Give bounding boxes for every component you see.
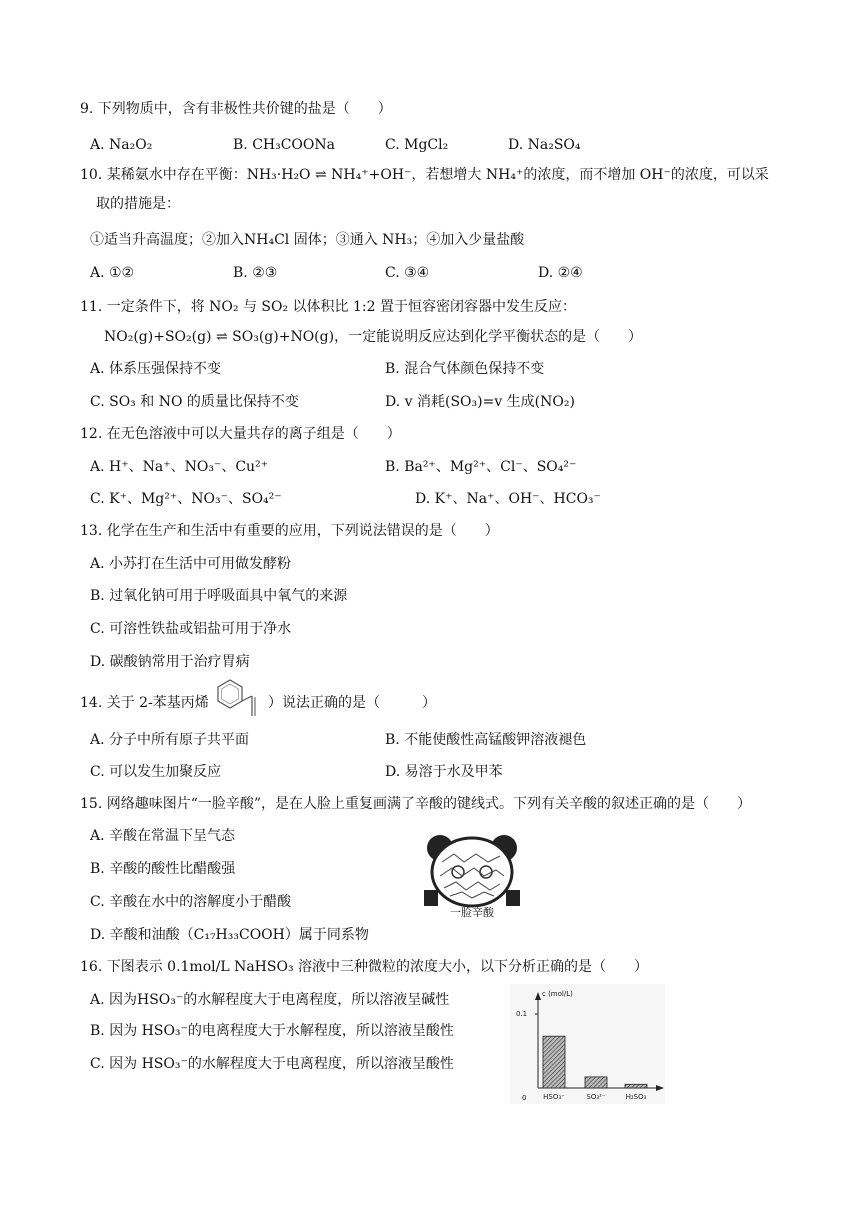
y-tick-top: 0.1	[516, 1010, 528, 1018]
q13-option-a: A. 小苏打在生活中可用做发酵粉	[90, 556, 292, 572]
q14-stem-post: ）说法正确的是（ ）	[268, 695, 436, 711]
q11-option-d: D. v 消耗(SO₃)=v 生成(NO₂)	[385, 394, 575, 410]
q11-stem-line1: 11. 一定条件下，将 NO₂ 与 SO₂ 以体积比 1:2 置于恒容密闭容器中发生反应：	[80, 299, 576, 315]
q13-option-c: C. 可溶性铁盐或铝盐可用于净水	[90, 621, 292, 637]
q9-stem: 9. 下列物质中，含有非极性共价键的盐是（ ）	[80, 101, 392, 117]
figure-caption: 一脸辛酸	[450, 906, 494, 919]
concentration-chart-svg	[510, 984, 665, 1104]
q14-option-a: A. 分子中所有原子共平面	[90, 732, 250, 748]
q16-option-a: A. 因为HSO₃⁻的水解程度大于电离程度，所以溶液呈碱性	[90, 992, 450, 1008]
q12-option-b: B. Ba²⁺、Mg²⁺、Cl⁻、SO₄²⁻	[385, 459, 577, 475]
q10-option-b: B. ②③	[233, 265, 278, 281]
q10-option-d: D. ②④	[538, 265, 583, 281]
x-axis-arrow-icon	[656, 1085, 664, 1091]
y-axis-arrow-icon	[535, 992, 541, 1000]
q15-option-c: C. 辛酸在水中的溶解度小于醋酸	[90, 894, 292, 910]
q9-option-a: A. Na₂O₂	[90, 137, 153, 153]
octanoic-acid-face-figure	[420, 832, 524, 920]
q10-stem-line1: 10. 某稀氨水中存在平衡：NH₃·H₂O ⇌ NH₄⁺+OH⁻，若想增大 NH₄⁺的浓度，而不增加 OH⁻的浓度，可以采	[80, 167, 769, 183]
x-tick-label-1: SO₃²⁻	[586, 1093, 606, 1101]
concentration-chart	[510, 984, 665, 1104]
bar-2	[625, 1084, 647, 1088]
q10-stem-line2: 取的措施是：	[96, 196, 180, 212]
q12-option-d: D. K⁺、Na⁺、OH⁻、HCO₃⁻	[415, 491, 601, 507]
y-axis-label: c (mol/L)	[542, 990, 573, 998]
q14-option-d: D. 易溶于水及甲苯	[385, 764, 503, 780]
q16-option-b: B. 因为 HSO₃⁻的电离程度大于水解程度，所以溶液呈酸性	[90, 1023, 454, 1039]
q13-option-b: B. 过氧化钠可用于呼吸面具中氧气的来源	[90, 588, 348, 604]
bar-0	[543, 1036, 565, 1088]
q15-option-a: A. 辛酸在常温下呈气态	[90, 828, 236, 844]
bar-1	[585, 1077, 607, 1088]
q16-option-c: C. 因为 HSO₃⁻的水解程度大于电离程度，所以溶液呈酸性	[90, 1056, 454, 1072]
q11-stem-line2: NO₂(g)+SO₂(g) ⇌ SO₃(g)+NO(g)，一定能说明反应达到化学平衡状态的是（ ）	[104, 329, 643, 345]
q11-option-a: A. 体系压强保持不变	[90, 361, 222, 377]
q15-option-d: D. 辛酸和油酸（C₁₇H₃₃COOH）属于同系物	[90, 927, 369, 943]
q10-measures: ①适当升高温度；②加入NH₄Cl 固体；③通入 NH₃；④加入少量盐酸	[90, 232, 525, 248]
q9-option-b: B. CH₃COONa	[233, 137, 335, 153]
bars-group	[543, 1036, 647, 1101]
q14-option-b: B. 不能使酸性高锰酸钾溶液褪色	[385, 732, 587, 748]
q9-option-c: C. MgCl₂	[385, 137, 449, 153]
q12-option-c: C. K⁺、Mg²⁺、NO₃⁻、SO₄²⁻	[90, 491, 282, 507]
x-tick-label-2: H₂SO₃	[625, 1093, 647, 1101]
q14-stem-pre: 14. 关于 2-苯基丙烯	[80, 695, 209, 711]
q12-option-a: A. H⁺、Na⁺、NO₃⁻、Cu²⁺	[90, 459, 269, 475]
q14-option-c: C. 可以发生加聚反应	[90, 764, 222, 780]
q15-option-b: B. 辛酸的酸性比醋酸强	[90, 861, 236, 877]
q11-option-c: C. SO₃ 和 NO 的质量比保持不变	[90, 394, 299, 410]
q9-option-d: D. Na₂SO₄	[508, 137, 581, 153]
y-tick-zero: 0	[522, 1094, 527, 1102]
q12-stem: 12. 在无色溶液中可以大量共存的离子组是（ ）	[80, 426, 401, 442]
panda-face-icon	[420, 832, 524, 908]
q13-stem: 13. 化学在生产和生活中有重要的应用，下列说法错误的是（ ）	[80, 523, 499, 539]
q10-option-c: C. ③④	[385, 265, 430, 281]
q16-stem: 16. 下图表示 0.1mol/L NaHSO₃ 溶液中三种微粒的浓度大小，以下分析正确的是（ ）	[80, 959, 649, 975]
q13-option-d: D. 碳酸钠常用于治疗胃病	[90, 654, 250, 670]
x-tick-label-0: HSO₃⁻	[543, 1093, 565, 1101]
structure-2-phenylpropene-icon	[214, 676, 264, 724]
q10-option-a: A. ①②	[90, 265, 135, 281]
q11-option-b: B. 混合气体颜色保持不变	[385, 361, 545, 377]
q15-stem: 15. 网络趣味图片“一脸辛酸”，是在人脸上重复画满了辛酸的键线式。下列有关辛酸的叙述正确的是（ ）	[80, 796, 752, 812]
